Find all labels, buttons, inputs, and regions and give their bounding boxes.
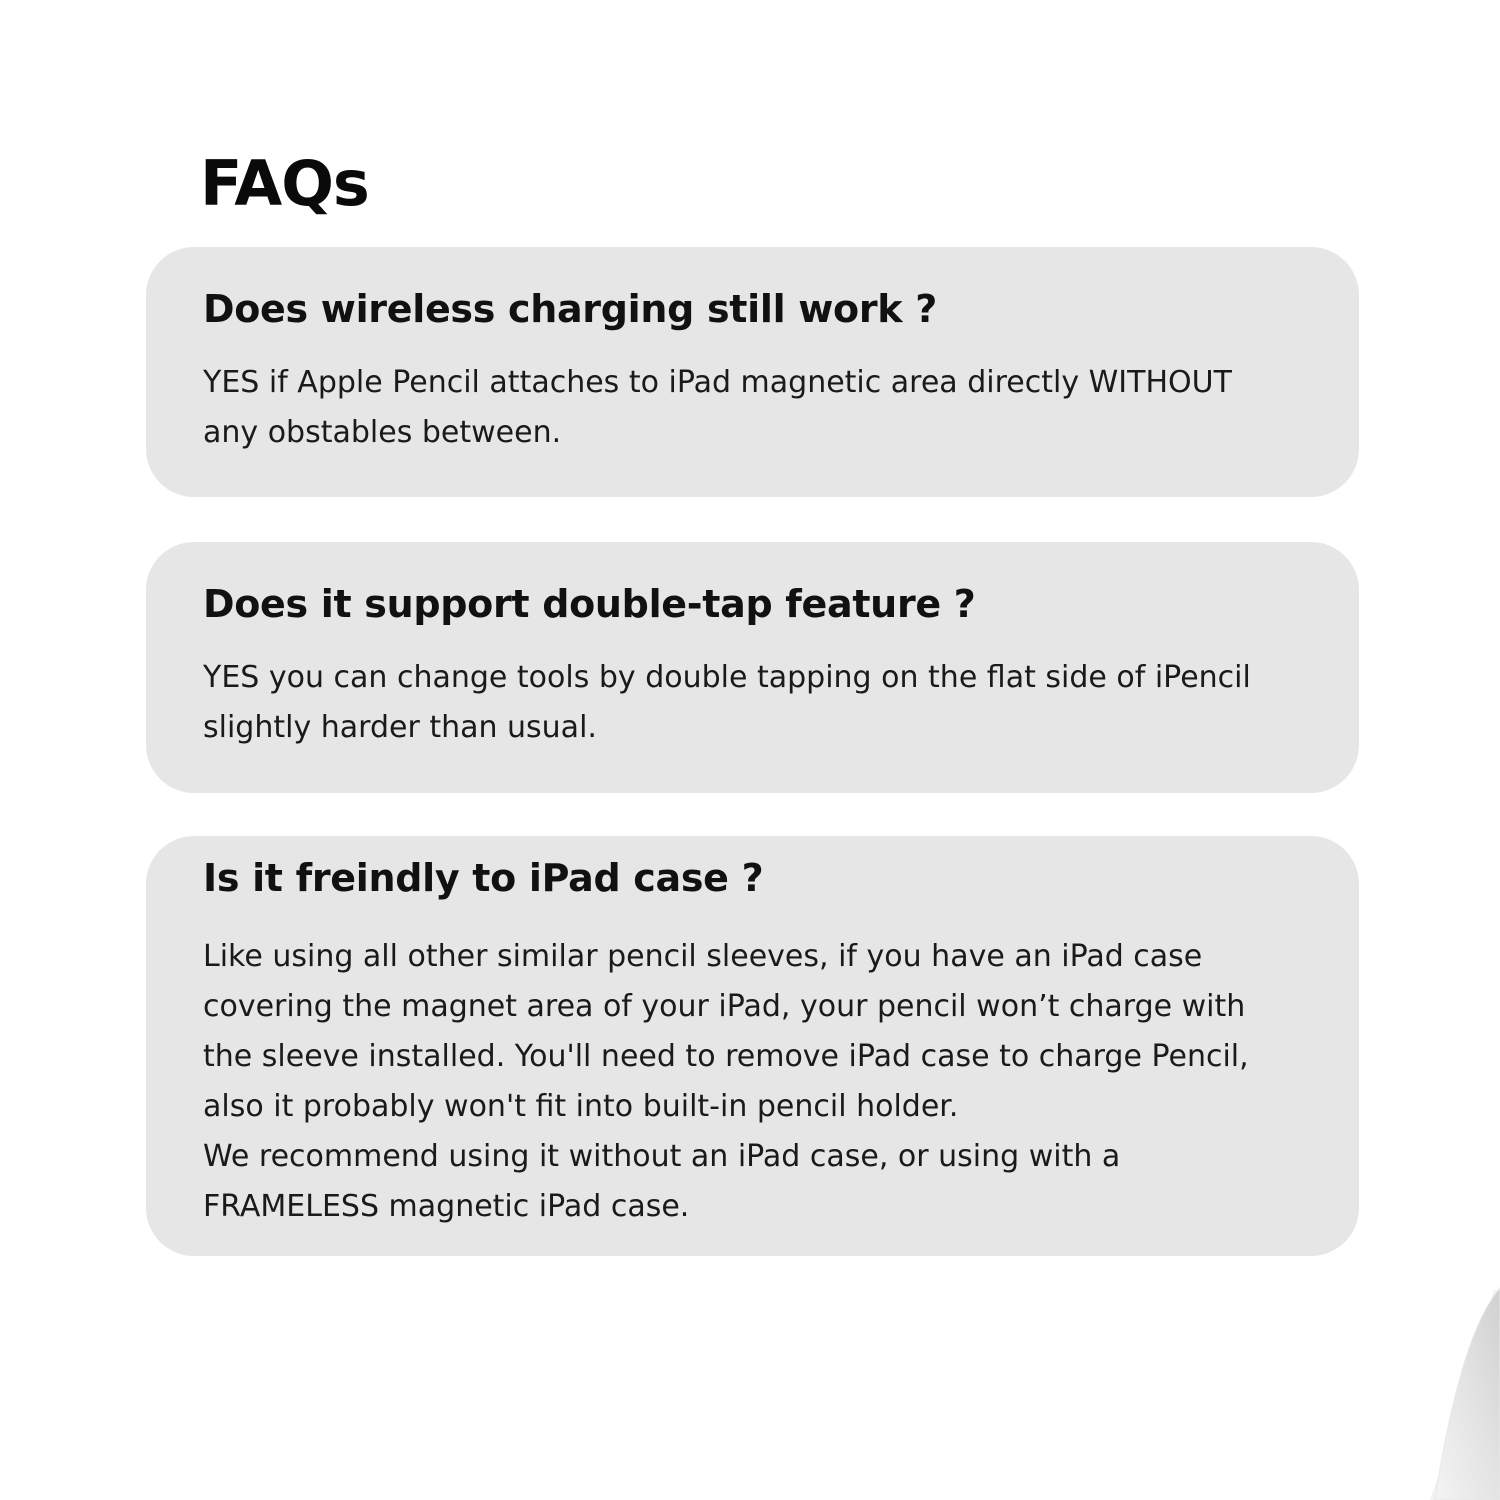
faq-answer: YES you can change tools by double tapping on the flat side of iPencil slightly harder than usual. xyxy=(203,660,1251,745)
faq-question: Is it freindly to iPad case ? xyxy=(203,856,764,900)
page-title: FAQs xyxy=(200,147,369,220)
faq-answer: Like using all other similar pencil sleeves, if you have an iPad case covering the magnet area of your iPad, your pencil won’t charge with the sleeve installed. You'll need to remove iPad case to charge Pencil, also it probably won't fit into built-in pencil holder. We recommend using it without an iPad case, or using with a FRAMELESS magnetic iPad case. xyxy=(203,939,1249,1224)
page-curl-decoration xyxy=(1280,1280,1500,1500)
faq-card xyxy=(146,836,1359,1256)
faq-card xyxy=(146,542,1359,793)
faq-question: Does it support double-tap feature ? xyxy=(203,582,976,626)
faq-question: Does wireless charging still work ? xyxy=(203,287,937,331)
faq-answer: YES if Apple Pencil attaches to iPad magnetic area directly WITHOUT any obstables between. xyxy=(203,365,1232,450)
faq-card xyxy=(146,247,1359,497)
